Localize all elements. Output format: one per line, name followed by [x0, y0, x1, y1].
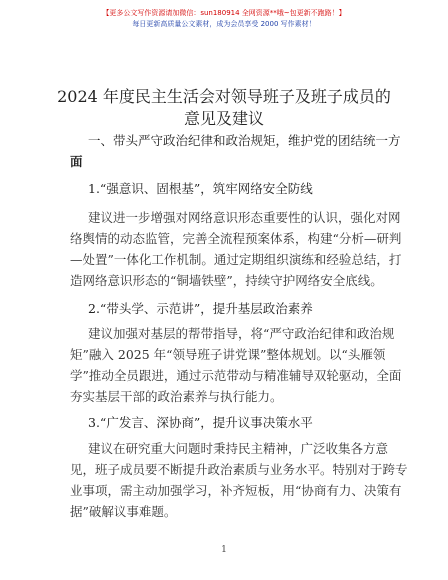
body-text-line: 造网络意识形态的“铜墙铁壁”，持续守护网络安全底线。	[70, 273, 383, 288]
promo-banner-line-2: 每日更新高质量公文素材，成为会员享受 2000 写作素材！	[132, 20, 316, 28]
section-heading-line: 一、带头严守政治纪律和政治规矩，维护党的团结统一方	[88, 133, 401, 148]
subheading-2: 2.“带头学、示范讲”，提升基层政治素养	[88, 301, 313, 316]
body-text-line: 建议进一步增强对网络意识形态重要性的认识，强化对网	[88, 210, 401, 225]
subheading-3: 3.“广发言、深协商”，提升议事决策水平	[88, 415, 313, 430]
body-text-line: —处置”一体化工作机制。通过定期组织演练和经验总结，打	[70, 252, 402, 267]
body-text-line: 夯实基层干部的政治素养与执行能力。	[70, 389, 283, 404]
body-text-line: 据”破解议事难题。	[70, 504, 177, 519]
subheading-1: 1.“强意识、固根基”，筑牢网络安全防线	[88, 181, 313, 196]
document-title-line-2: 意见及建议	[183, 109, 264, 128]
body-text-line: 业事项，需主动加强学习，补齐短板，用“协商有力、决策有	[70, 483, 402, 498]
body-text-line: 建议在研究重大问题时秉持民主精神，广泛收集各方意	[88, 441, 389, 456]
body-text-line: 络舆情的动态监管，完善全流程预案体系，构建“分析—研判	[70, 231, 402, 246]
promo-banner-line-1: 【更多公文写作资源请加微信：sun180914 全网资源**哦~包更新不跑路！】	[102, 9, 346, 17]
document-title-line-1: 2024 年度民主生活会对领导班子及班子成员的	[57, 87, 391, 106]
body-text-line: 学”推动全员跟进，通过示范带动与精准辅导双轮驱动，全面	[70, 368, 402, 383]
section-heading-line: 面	[70, 154, 83, 169]
body-text-line: 见，班子成员要不断提升政治素质与业务水平。特别对于跨专	[70, 462, 408, 477]
body-text-line: 矩”融入 2025 年“领导班子讲党课”整体规划。以“头雁领	[70, 347, 386, 362]
page-number: 1	[221, 545, 227, 555]
body-text-line: 建议加强对基层的帮带指导，将“严守政治纪律和政治规	[88, 326, 395, 341]
